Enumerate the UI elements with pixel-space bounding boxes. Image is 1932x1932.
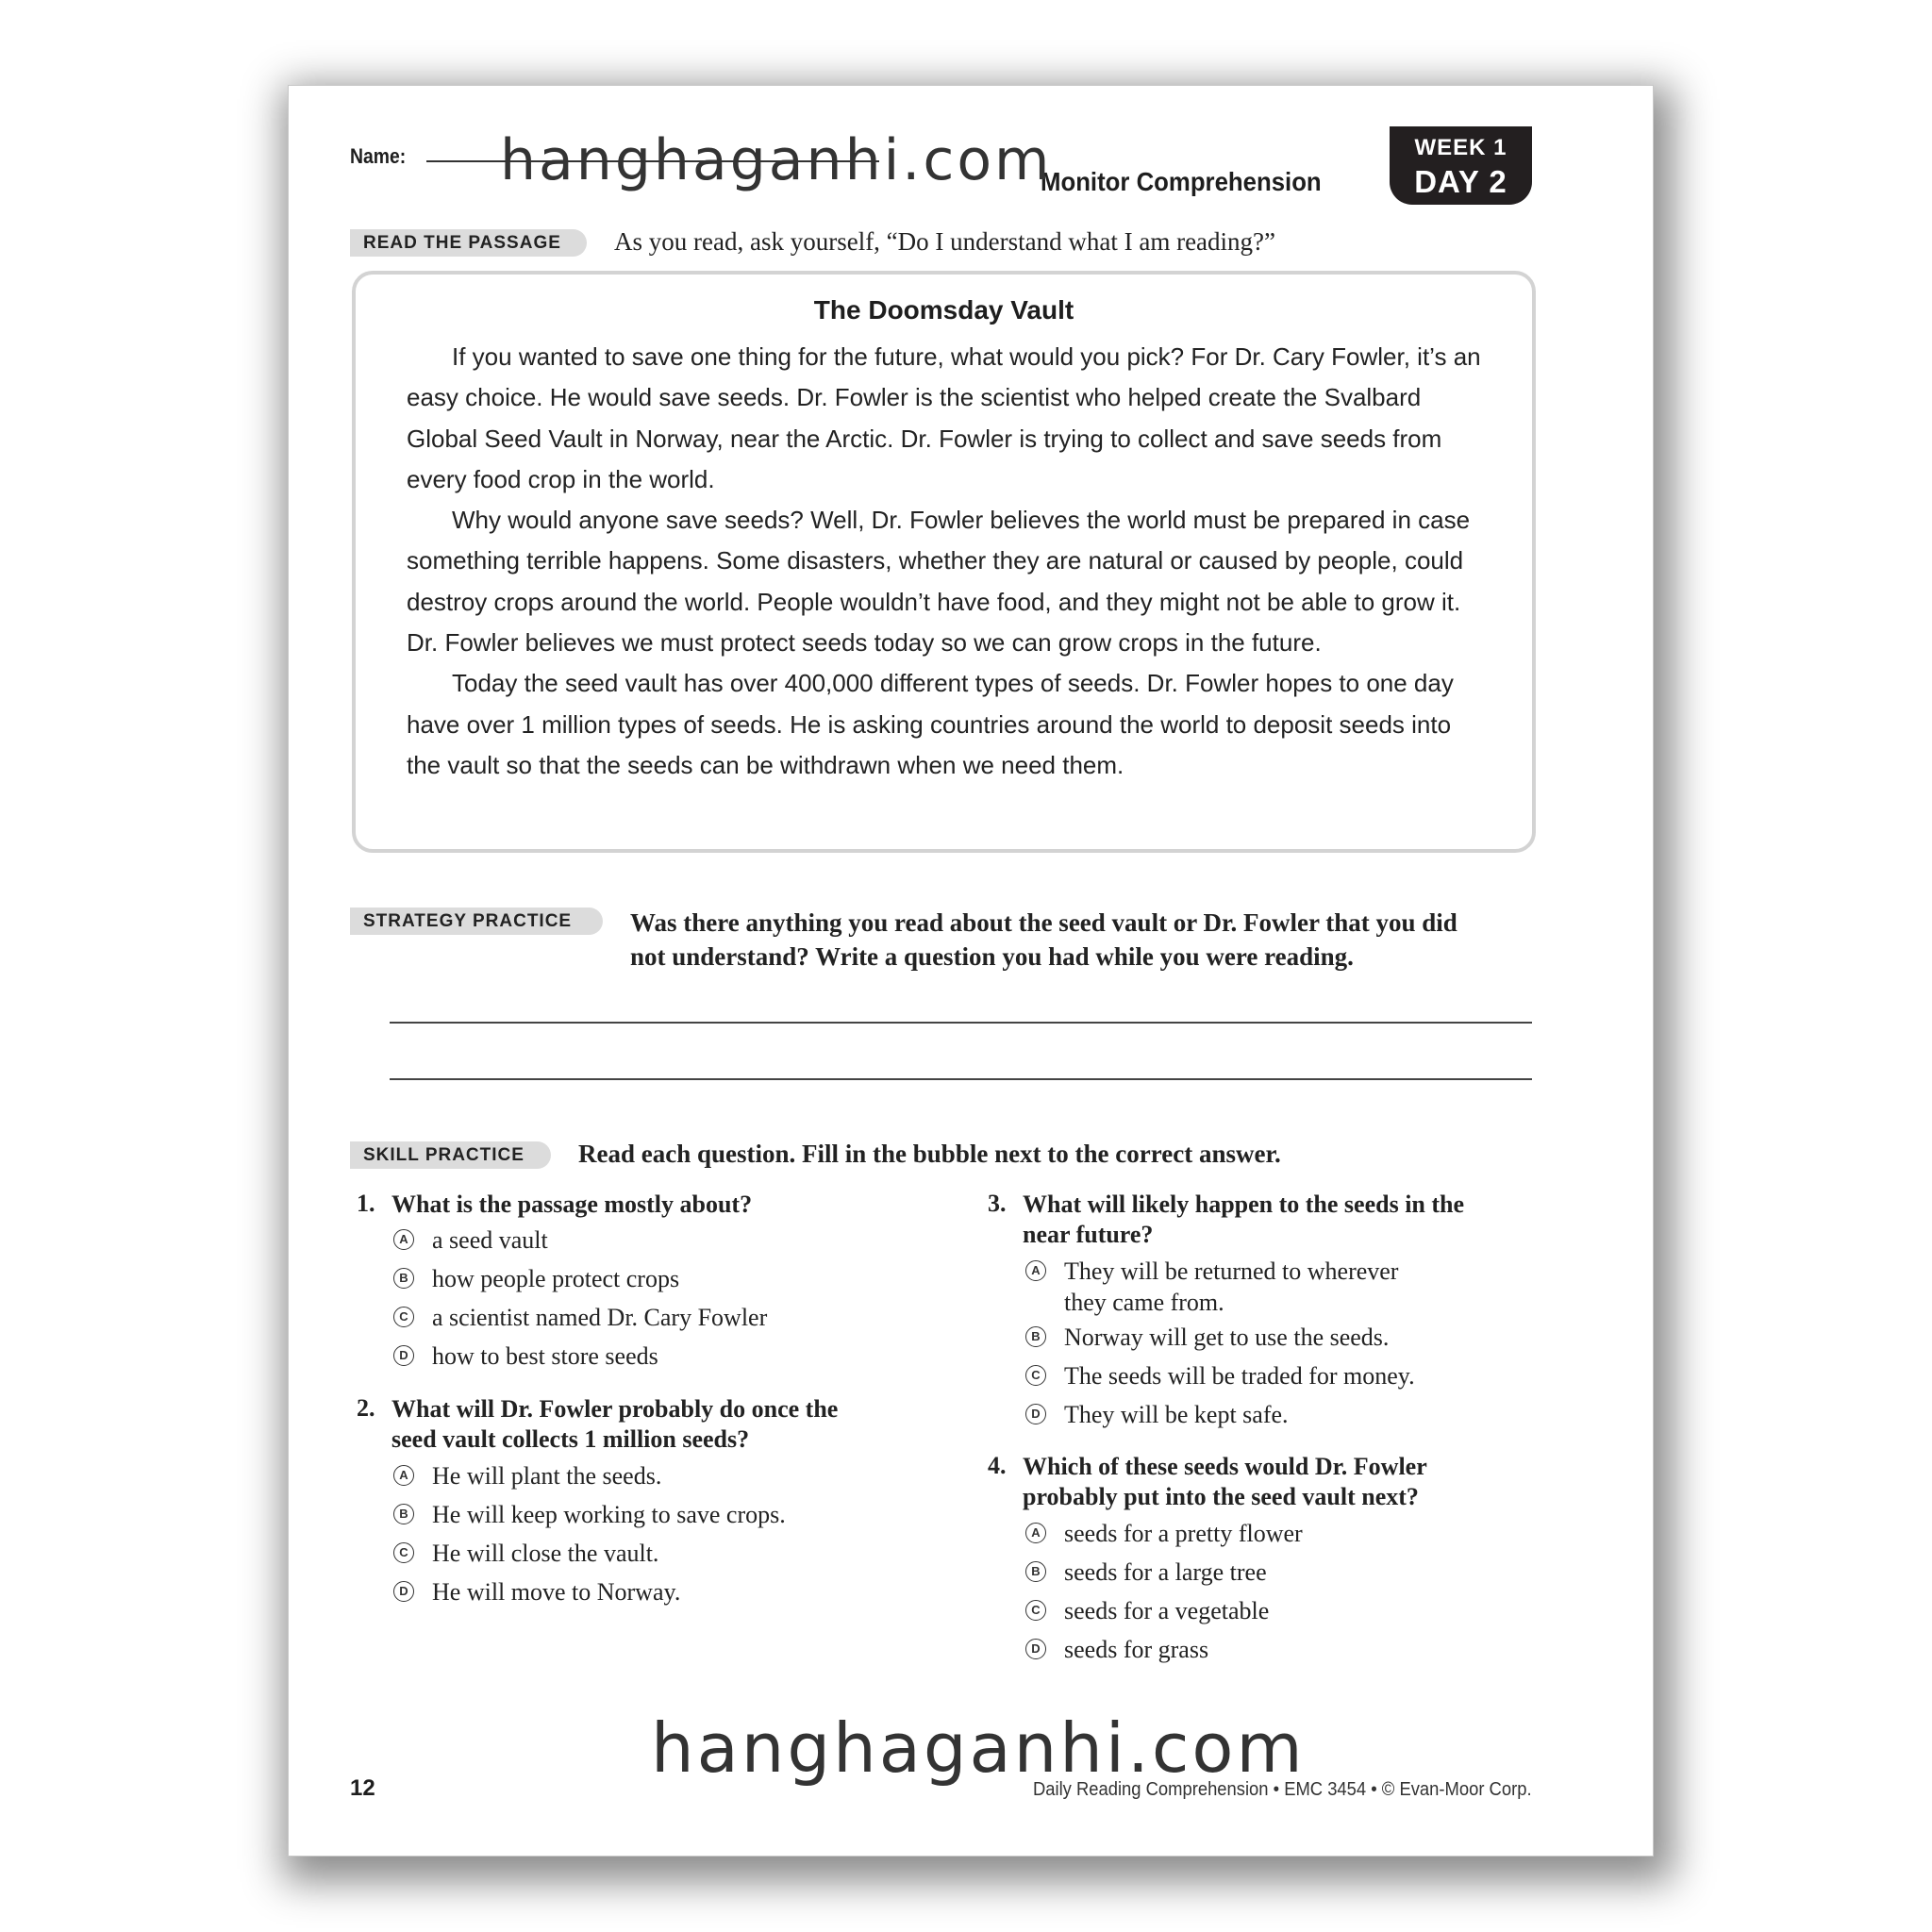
strategy-practice-instruction: Was there anything you read about the seed vault or Dr. Fowler that you did not understand? Write a question you had while you were reading. [630, 908, 1457, 971]
answer-bubble-a[interactable]: A [1025, 1523, 1046, 1543]
section-label-skill-practice: SKILL PRACTICE [350, 1141, 551, 1169]
question-number: 2. [357, 1394, 375, 1422]
worksheet-page [289, 86, 1653, 1856]
answer-bubble-b[interactable]: B [1025, 1561, 1046, 1582]
section-label-strategy-practice: STRATEGY PRACTICE [350, 908, 603, 935]
answer-bubble-d[interactable]: D [393, 1345, 414, 1366]
option-text: a scientist named Dr. Cary Fowler [432, 1304, 768, 1331]
answer-write-line[interactable] [390, 1022, 1532, 1024]
watermark-text: hanghaganhi.com [651, 1708, 1306, 1788]
answer-bubble-d[interactable]: D [393, 1581, 414, 1602]
answer-bubble-b[interactable]: B [393, 1504, 414, 1524]
answer-bubble-d[interactable]: D [1025, 1639, 1046, 1659]
option-text: a seed vault [432, 1226, 548, 1254]
option-text: seeds for a pretty flower [1064, 1520, 1303, 1547]
answer-bubble-c[interactable]: C [1025, 1365, 1046, 1386]
option-text: He will plant the seeds. [432, 1462, 662, 1490]
week-day-badge [1390, 126, 1532, 205]
option-text: seeds for a vegetable [1064, 1597, 1270, 1624]
answer-bubble-c[interactable]: C [393, 1542, 414, 1563]
skill-practice-instruction: Read each question. Fill in the bubble next to the correct answer. [578, 1140, 1281, 1168]
question-number: 1. [357, 1190, 375, 1217]
page-number: 12 [350, 1775, 375, 1801]
passage-box [352, 271, 1536, 853]
option-text: seeds for a large tree [1064, 1558, 1267, 1586]
passage-paragraph: If you wanted to save one thing for the future, what would you pick? For Dr. Cary Fowler, it’s an easy choice. He would save seeds. Dr. Fowler is the scientist who helped create the Svalbard Global Seed Vault in Norway, near the Arctic. Dr. Fowler is trying to collect and save seeds from every food crop in the world. [407, 342, 1481, 493]
question-text: What will Dr. Fowler probably do once the seed vault collects 1 million seeds? [391, 1395, 839, 1453]
answer-bubble-b[interactable]: B [393, 1268, 414, 1289]
publisher-credit: Daily Reading Comprehension • EMC 3454 • © Evan-Moor Corp. [1033, 1779, 1532, 1800]
answer-bubble-a[interactable]: A [1025, 1260, 1046, 1281]
answer-bubble-d[interactable]: D [1025, 1404, 1046, 1424]
question-number: 3. [988, 1190, 1007, 1217]
option-text: The seeds will be traded for money. [1064, 1362, 1415, 1390]
passage-paragraph: Today the seed vault has over 400,000 different types of seeds. Dr. Fowler hopes to one day have over 1 million types of seeds. He is asking countries around the world to deposit seeds into the vault so that the seeds can be withdrawn when we need them. [407, 669, 1454, 779]
answer-write-line[interactable] [390, 1078, 1532, 1080]
answer-bubble-b[interactable]: B [1025, 1326, 1046, 1347]
read-passage-instruction: As you read, ask yourself, “Do I understand what I am reading?” [614, 227, 1276, 256]
option-text: He will move to Norway. [432, 1578, 681, 1606]
question-text: What is the passage mostly about? [391, 1191, 753, 1218]
section-label-read-passage: READ THE PASSAGE [350, 229, 587, 257]
week-label: WEEK 1 [1414, 135, 1507, 160]
option-text: how people protect crops [432, 1265, 680, 1292]
option-text: They will be returned to wherever they came from. [1064, 1257, 1399, 1316]
question-text: What will likely happen to the seeds in the near future? [1023, 1191, 1465, 1248]
passage-paragraph: Why would anyone save seeds? Well, Dr. Fowler believes the world must be prepared in case something terrible happens. Some disasters, whether they are natural or caused by people, could destroy crops around the world. People wouldn’t have food, and they might not be able to grow it. Dr. Fowler believes we must protect seeds today so we can grow crops in the future. [407, 506, 1471, 658]
answer-bubble-c[interactable]: C [1025, 1600, 1046, 1621]
watermark-text: hanghaganhi.com [500, 127, 1053, 193]
answer-bubble-a[interactable]: A [393, 1465, 414, 1486]
passage-title: The Doomsday Vault [813, 295, 1074, 325]
option-text: Norway will get to use the seeds. [1064, 1324, 1390, 1351]
answer-bubble-a[interactable]: A [393, 1229, 414, 1250]
option-text: He will keep working to save crops. [432, 1501, 786, 1528]
option-text: seeds for grass [1064, 1636, 1209, 1663]
answer-bubble-c[interactable]: C [393, 1307, 414, 1327]
question-number: 4. [988, 1452, 1007, 1479]
passage-body [407, 337, 1491, 786]
day-label: DAY 2 [1414, 164, 1507, 199]
question-text: Which of these seeds would Dr. Fowler probably put into the seed vault next? [1023, 1453, 1427, 1510]
option-text: He will close the vault. [432, 1540, 659, 1567]
option-text: They will be kept safe. [1064, 1401, 1289, 1428]
name-label: Name: [350, 144, 407, 168]
option-text: how to best store seeds [432, 1342, 658, 1370]
skill-title: Monitor Comprehension [1041, 167, 1322, 196]
